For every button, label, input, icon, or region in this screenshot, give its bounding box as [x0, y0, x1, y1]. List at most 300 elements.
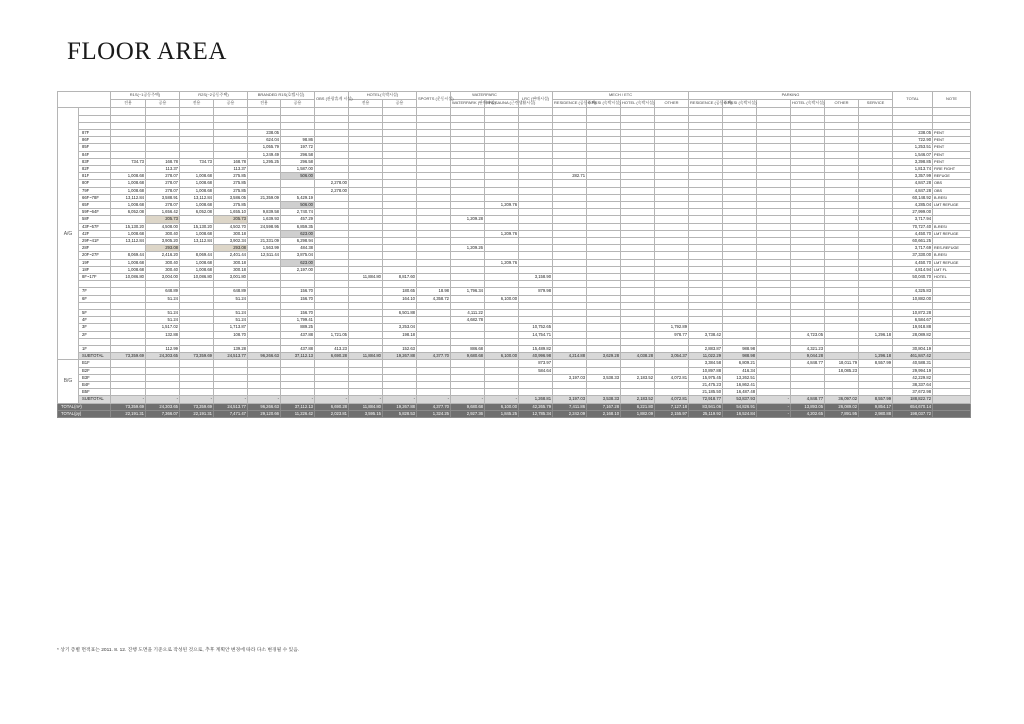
area-cell: [519, 158, 553, 165]
area-cell: [417, 187, 451, 194]
floor-label: B3F: [79, 374, 111, 381]
area-cell: [689, 252, 723, 259]
area-cell: [451, 374, 485, 381]
area-cell: [417, 274, 451, 281]
area-cell: [859, 194, 893, 201]
area-cell: [723, 281, 757, 288]
area-cell: [757, 165, 791, 172]
area-cell: [485, 274, 519, 281]
area-cell: [451, 151, 485, 158]
area-cell: [519, 281, 553, 288]
area-cell: [553, 295, 587, 302]
row-note: LMT REFUGE: [933, 201, 971, 208]
header-group: SPORTS (운동시설): [417, 92, 451, 108]
area-cell: [791, 201, 825, 208]
area-cell: [723, 187, 757, 194]
area-cell: [791, 223, 825, 230]
area-cell: [723, 201, 757, 208]
area-cell: 51.24: [214, 295, 248, 302]
area-cell: [111, 309, 146, 316]
area-cell: [451, 367, 485, 374]
area-cell: 51.24: [146, 309, 180, 316]
area-cell: 156.70: [281, 288, 315, 295]
area-cell: [553, 180, 587, 187]
area-cell: [349, 266, 383, 273]
area-cell: [349, 165, 383, 172]
area-cell: [723, 331, 757, 338]
area-cell: [757, 309, 791, 316]
area-cell: 22,191.31: [180, 410, 214, 417]
area-cell: [621, 331, 655, 338]
area-cell: [859, 345, 893, 352]
area-cell: 3,158.90: [519, 274, 553, 281]
area-cell: [146, 389, 180, 396]
area-cell: [587, 187, 621, 194]
area-cell: [519, 237, 553, 244]
area-cell: [111, 129, 146, 136]
area-cell: [248, 345, 281, 352]
area-cell: 2,416.20: [146, 252, 180, 259]
area-cell: [315, 252, 349, 259]
area-cell: [825, 194, 859, 201]
area-cell: [417, 360, 451, 367]
table-row: [58, 302, 971, 309]
row-total: 10,872.28: [893, 309, 933, 316]
area-cell: [111, 151, 146, 158]
area-cell: [553, 187, 587, 194]
table-row-bg: [58, 360, 971, 367]
header-sub: RESIDENCE (공동주택): [553, 100, 587, 108]
area-cell: [587, 302, 621, 309]
area-cell: [146, 281, 180, 288]
area-cell: 73,359.69: [180, 353, 214, 360]
area-cell: [519, 137, 553, 144]
area-cell: [315, 382, 349, 389]
floor-label: 85F: [79, 144, 111, 151]
floor-area-table: [57, 91, 971, 418]
area-cell: 648.89: [146, 288, 180, 295]
row-note: [933, 324, 971, 331]
area-cell: 1,008.68: [180, 187, 214, 194]
area-cell: [485, 345, 519, 352]
area-cell: 2,278.00: [315, 180, 349, 187]
area-cell: 3,001.80: [214, 274, 248, 281]
area-cell: [248, 180, 281, 187]
area-cell: [553, 389, 587, 396]
area-cell: [417, 230, 451, 237]
area-cell: 4,072.81: [655, 396, 689, 403]
area-cell: [485, 122, 519, 129]
area-cell: [111, 108, 146, 115]
area-cell: [553, 274, 587, 281]
area-cell: [825, 317, 859, 324]
area-cell: [519, 201, 553, 208]
table-body: [58, 108, 971, 418]
area-cell: [655, 122, 689, 129]
area-cell: [146, 360, 180, 367]
area-cell: [825, 324, 859, 331]
area-cell: [519, 374, 553, 381]
area-cell: [553, 137, 587, 144]
area-cell: [519, 266, 553, 273]
area-cell: [859, 223, 893, 230]
area-cell: [451, 302, 485, 309]
area-cell: [519, 338, 553, 345]
area-cell: [281, 129, 315, 136]
area-cell: [451, 180, 485, 187]
area-cell: [689, 173, 723, 180]
area-cell: [349, 173, 383, 180]
area-cell: [383, 237, 417, 244]
floor-label: B2F: [79, 367, 111, 374]
area-cell: [180, 295, 214, 302]
area-cell: [451, 331, 485, 338]
area-cell: [723, 216, 757, 223]
row-note: [933, 396, 971, 403]
area-cell: [451, 338, 485, 345]
area-cell: [553, 259, 587, 266]
area-cell: [485, 382, 519, 389]
area-cell: [791, 324, 825, 331]
area-cell: 21,331.09: [248, 237, 281, 244]
area-cell: [723, 252, 757, 259]
area-cell: [485, 115, 519, 122]
area-cell: [180, 331, 214, 338]
grand-total-m2-row: [58, 403, 971, 410]
area-cell: [621, 345, 655, 352]
area-cell: [689, 317, 723, 324]
area-cell: [723, 324, 757, 331]
area-cell: [417, 209, 451, 216]
area-cell: 24,303.65: [146, 353, 180, 360]
area-cell: [621, 281, 655, 288]
area-cell: 7,366.07: [146, 410, 180, 417]
area-cell: [315, 360, 349, 367]
table-row: [58, 274, 971, 281]
area-cell: [451, 173, 485, 180]
area-cell: [349, 137, 383, 144]
area-cell: [519, 194, 553, 201]
area-cell: [825, 345, 859, 352]
row-total: 1,813.74: [893, 165, 933, 172]
area-cell: [146, 302, 180, 309]
table-row-bg: [58, 374, 971, 381]
area-cell: [655, 144, 689, 151]
area-cell: 1,882.09: [621, 410, 655, 417]
area-cell: [655, 187, 689, 194]
area-cell: 3,905.20: [146, 237, 180, 244]
area-cell: [791, 288, 825, 295]
area-cell: [859, 187, 893, 194]
row-total: 188,822.72: [893, 396, 933, 403]
area-cell: [689, 245, 723, 252]
area-cell: [757, 237, 791, 244]
area-cell: [621, 144, 655, 151]
table-row: [58, 158, 971, 165]
total-label: TOTAL(py): [58, 410, 111, 417]
area-cell: [859, 201, 893, 208]
area-cell: [315, 144, 349, 151]
area-cell: [417, 252, 451, 259]
area-cell: 3,738.42: [689, 331, 723, 338]
area-cell: [859, 367, 893, 374]
area-cell: [519, 129, 553, 136]
area-cell: [791, 245, 825, 252]
area-cell: [723, 165, 757, 172]
row-note: [933, 374, 971, 381]
row-note: [933, 403, 971, 410]
area-cell: 37,112.13: [281, 403, 315, 410]
area-cell: [417, 374, 451, 381]
row-total: 60,661.25: [893, 237, 933, 244]
area-cell: [859, 374, 893, 381]
area-cell: 21,475.23: [689, 382, 723, 389]
row-total: [893, 281, 933, 288]
area-cell: [146, 151, 180, 158]
area-cell: [553, 309, 587, 316]
area-cell: [825, 108, 859, 115]
area-cell: 1,209.76: [485, 201, 519, 208]
header-row-subs: [58, 100, 971, 108]
area-cell: [349, 144, 383, 151]
area-cell: 9,839.58: [248, 209, 281, 216]
area-cell: [349, 259, 383, 266]
table-row: [58, 324, 971, 331]
table-row: [58, 281, 971, 288]
area-cell: 7,411.86: [553, 403, 587, 410]
area-cell: [315, 317, 349, 324]
area-cell: [621, 302, 655, 309]
area-cell: 293.08: [214, 245, 248, 252]
area-cell: [485, 309, 519, 316]
area-cell: 275.85: [214, 187, 248, 194]
table-row: [58, 165, 971, 172]
area-cell: [757, 209, 791, 216]
area-cell: [757, 302, 791, 309]
area-cell: 8,069.44: [111, 252, 146, 259]
area-cell: 1,249.49: [248, 151, 281, 158]
row-note: PENT: [933, 144, 971, 151]
area-cell: [757, 374, 791, 381]
zone-label: B/G: [58, 360, 79, 403]
area-cell: [417, 382, 451, 389]
area-cell: [214, 144, 248, 151]
floor-label: 86F: [79, 137, 111, 144]
area-cell: [315, 223, 349, 230]
area-cell: 13,112.84: [111, 194, 146, 201]
area-cell: 4,202.65: [791, 410, 825, 417]
row-note: B-RESI: [933, 223, 971, 230]
area-cell: 12,511.44: [248, 252, 281, 259]
area-cell: [180, 165, 214, 172]
area-cell: [315, 288, 349, 295]
floor-label: 83F: [79, 158, 111, 165]
area-cell: 1,008.68: [180, 180, 214, 187]
row-note: PENT: [933, 151, 971, 158]
area-cell: 11,226.42: [281, 410, 315, 417]
area-cell: 12,785.34: [519, 410, 553, 417]
header-group: LRC (판매시설): [519, 92, 553, 108]
area-cell: [417, 115, 451, 122]
area-cell: [859, 259, 893, 266]
area-cell: [621, 108, 655, 115]
area-cell: [417, 259, 451, 266]
header-sub: B-RESI (숙박시설): [587, 100, 621, 108]
floor-label: 81F: [79, 173, 111, 180]
area-cell: 1,008.68: [180, 259, 214, 266]
area-cell: [553, 281, 587, 288]
area-cell: -: [281, 396, 315, 403]
area-cell: 3,004.00: [146, 274, 180, 281]
area-cell: [180, 288, 214, 295]
area-cell: -: [214, 396, 248, 403]
area-cell: [757, 245, 791, 252]
area-cell: [621, 367, 655, 374]
area-cell: [451, 115, 485, 122]
area-cell: [757, 295, 791, 302]
area-cell: 113.37: [214, 165, 248, 172]
area-cell: [825, 187, 859, 194]
row-note: [933, 331, 971, 338]
area-cell: 300.18: [214, 266, 248, 273]
area-cell: 734.73: [180, 158, 214, 165]
floor-label: 28F: [79, 245, 111, 252]
floor-label: 42F: [79, 230, 111, 237]
row-total: 6,584.67: [893, 317, 933, 324]
header-sub: 전용: [248, 100, 281, 108]
area-cell: [417, 281, 451, 288]
footnote: * 상기 층별 면적표는 2011. 8. 12. 진행 도면을 기준으로 작성된 것으로, 추후 계획안 변경에 따라 다소 변경될 수 있음.: [57, 648, 300, 653]
row-total: 37,330.00: [893, 252, 933, 259]
floor-label: 84F: [79, 151, 111, 158]
area-cell: -: [180, 396, 214, 403]
area-cell: [757, 180, 791, 187]
area-cell: [553, 209, 587, 216]
area-cell: [655, 108, 689, 115]
area-cell: [349, 382, 383, 389]
area-cell: [180, 338, 214, 345]
area-cell: [655, 309, 689, 316]
area-cell: [146, 122, 180, 129]
area-cell: [281, 338, 315, 345]
area-cell: 1,563.99: [248, 245, 281, 252]
area-cell: 300.40: [146, 259, 180, 266]
area-cell: [519, 302, 553, 309]
area-cell: [859, 309, 893, 316]
area-cell: [825, 295, 859, 302]
area-cell: [180, 122, 214, 129]
area-cell: [111, 345, 146, 352]
area-cell: 484.38: [281, 245, 315, 252]
area-cell: [349, 281, 383, 288]
area-cell: [655, 295, 689, 302]
area-cell: [214, 360, 248, 367]
area-cell: [417, 194, 451, 201]
area-cell: [315, 173, 349, 180]
area-cell: [791, 115, 825, 122]
area-cell: [689, 187, 723, 194]
area-cell: [757, 201, 791, 208]
area-cell: [383, 230, 417, 237]
area-cell: [825, 288, 859, 295]
table-row: [58, 309, 971, 316]
area-cell: [519, 259, 553, 266]
floor-label: 59F~64F: [79, 209, 111, 216]
area-cell: 6,809.21: [723, 360, 757, 367]
area-cell: [383, 302, 417, 309]
area-cell: [111, 122, 146, 129]
row-total: [893, 108, 933, 115]
area-cell: [553, 317, 587, 324]
area-cell: [757, 317, 791, 324]
area-cell: [485, 367, 519, 374]
area-cell: [859, 338, 893, 345]
area-cell: [146, 367, 180, 374]
area-cell: [519, 252, 553, 259]
area-cell: [723, 122, 757, 129]
area-cell: [180, 374, 214, 381]
area-cell: [417, 266, 451, 273]
area-cell: [281, 360, 315, 367]
header-sub: B-RESI (숙박시설): [723, 100, 757, 108]
area-cell: 506.00: [281, 201, 315, 208]
floor-label: 18F: [79, 266, 111, 273]
area-cell: 3,538.33: [587, 374, 621, 381]
area-cell: 9,680.68: [451, 353, 485, 360]
area-cell: 8,069.44: [180, 252, 214, 259]
area-cell: [248, 389, 281, 396]
area-cell: 37,112.13: [281, 353, 315, 360]
table-row: [58, 288, 971, 295]
area-cell: [111, 317, 146, 324]
area-cell: [655, 194, 689, 201]
area-cell: [655, 252, 689, 259]
floor-label: [79, 115, 111, 122]
area-cell: 4,377.70: [417, 403, 451, 410]
row-note: OBS: [933, 180, 971, 187]
area-cell: [587, 158, 621, 165]
area-cell: 3,586.05: [214, 194, 248, 201]
area-cell: 2,168.10: [587, 410, 621, 417]
area-cell: [485, 194, 519, 201]
table-row-bg: [58, 389, 971, 396]
area-cell: [825, 382, 859, 389]
area-cell: [655, 274, 689, 281]
area-cell: [519, 317, 553, 324]
area-cell: [248, 367, 281, 374]
area-cell: [451, 389, 485, 396]
area-cell: [281, 108, 315, 115]
area-cell: [825, 173, 859, 180]
row-note: [933, 367, 971, 374]
area-cell: [689, 259, 723, 266]
area-cell: 1,656.42: [146, 209, 180, 216]
area-cell: [791, 187, 825, 194]
area-cell: [825, 158, 859, 165]
area-cell: [214, 108, 248, 115]
area-cell: [859, 122, 893, 129]
area-cell: [587, 317, 621, 324]
area-cell: [621, 338, 655, 345]
floor-label: 58F: [79, 216, 111, 223]
area-cell: [757, 281, 791, 288]
area-cell: [451, 201, 485, 208]
floor-label: 29F~41F: [79, 237, 111, 244]
area-cell: [281, 374, 315, 381]
area-cell: 4,848.77: [791, 396, 825, 403]
area-cell: 2,740.74: [281, 209, 315, 216]
area-cell: [859, 129, 893, 136]
